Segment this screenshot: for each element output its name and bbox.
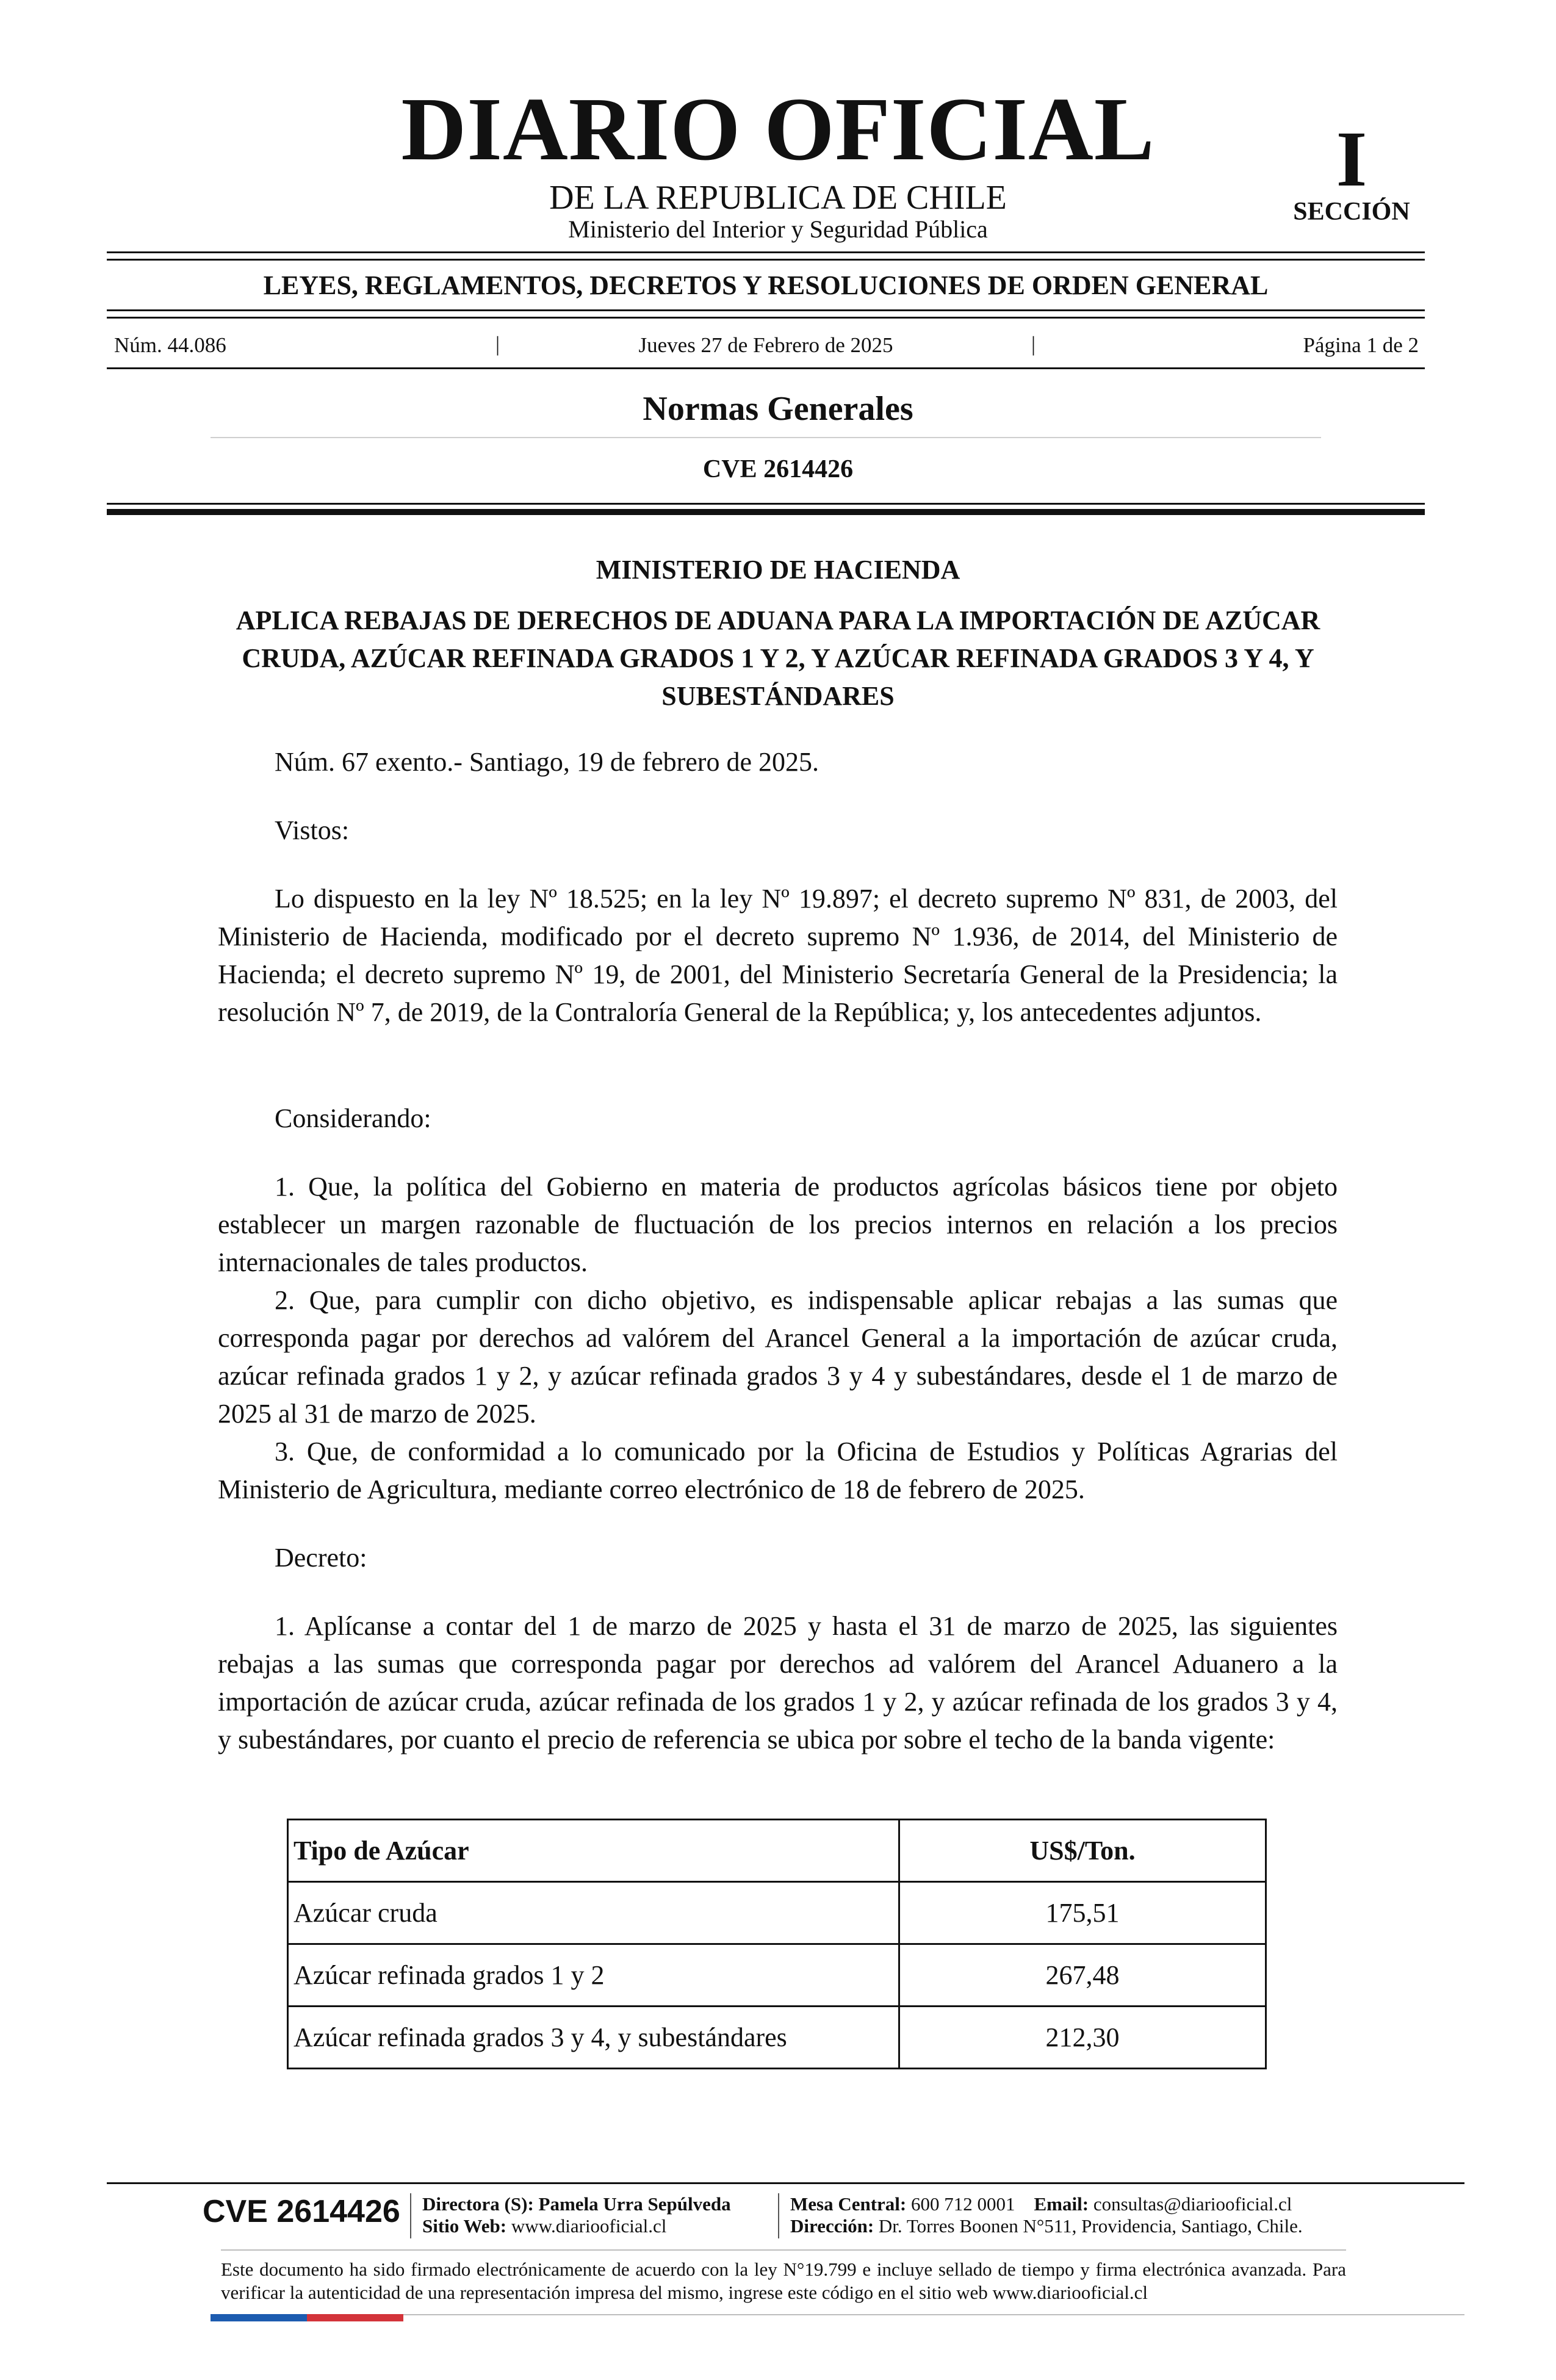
masthead-ministry: Ministerio del Interior y Seguridad Pública xyxy=(568,215,988,243)
decree-number-line: Núm. 67 exento.- Santiago, 19 de febrero de 2025. xyxy=(275,747,819,777)
flag-stripe-blue xyxy=(211,2314,307,2321)
issue-number: Núm. 44.086 xyxy=(114,333,226,357)
table-cell: 175,51 xyxy=(899,1882,1266,1944)
flag-stripe-red xyxy=(307,2314,403,2321)
footer-cve: CVE 2614426 xyxy=(203,2194,400,2229)
footer-contact xyxy=(790,2193,1303,2237)
vistos-label: Vistos: xyxy=(275,815,350,845)
section-numeral: I xyxy=(1336,115,1367,203)
divider xyxy=(107,317,1425,319)
vistos-text: Lo dispuesto en la ley Nº 18.525; en la ley Nº 19.897; el decreto supremo Nº 831, de 2003, del Ministerio de Hacienda, modificado por el decreto supremo Nº 1.936, de 2014, del Ministerio de Hacienda; el decreto supremo Nº 19, de 2001, del Ministerio Secretaría General de la Presidencia; la resolución Nº 7, de 2019, de la Contraloría General de la República; y, los antecedentes adjuntos. xyxy=(218,884,1338,1027)
address-value: Dr. Torres Boonen N°511, Providencia, Santiago, Chile. xyxy=(878,2215,1303,2237)
divider xyxy=(107,367,1425,369)
divider xyxy=(107,259,1425,261)
table-cell: Azúcar refinada grados 1 y 2 xyxy=(288,1944,899,2007)
director-label: Directora (S): xyxy=(422,2193,534,2215)
decree-ministry: MINISTERIO DE HACIENDA xyxy=(596,555,960,585)
table-header-cell: Tipo de Azúcar xyxy=(288,1820,899,1882)
table-row xyxy=(288,1882,1266,1944)
table-header-row xyxy=(288,1820,1266,1882)
table-row xyxy=(288,2007,1266,2069)
considerando-list xyxy=(218,1168,1338,1509)
divider xyxy=(107,509,1425,515)
laws-banner: LEYES, REGLAMENTOS, DECRETOS Y RESOLUCIONES DE ORDEN GENERAL xyxy=(263,270,1269,300)
table-cell: Azúcar cruda xyxy=(288,1882,899,1944)
table-row xyxy=(288,1944,1266,2007)
decreto-label: Decreto: xyxy=(275,1543,367,1573)
footer-divider xyxy=(221,2249,1346,2251)
masthead-title: DIARIO OFICIAL xyxy=(401,79,1155,179)
section-label: SECCIÓN xyxy=(1293,198,1410,226)
director-value: Pamela Urra Sepúlveda xyxy=(538,2193,731,2215)
divider xyxy=(107,251,1425,253)
divider xyxy=(107,503,1425,505)
issue-page: Página 1 de 2 xyxy=(1303,333,1419,357)
section-name: Normas Generales xyxy=(643,390,913,428)
web-label: Sitio Web: xyxy=(422,2215,507,2237)
table-header-cell: US$/Ton. xyxy=(899,1820,1266,1882)
footer-separator xyxy=(778,2193,779,2238)
considerando-label: Considerando: xyxy=(275,1103,431,1133)
sugar-rebate-table xyxy=(287,1819,1267,2069)
phone-label: Mesa Central: xyxy=(790,2193,907,2215)
phone-value: 600 712 0001 xyxy=(911,2193,1015,2215)
web-link[interactable]: www.diariooficial.cl xyxy=(511,2215,667,2237)
issue-separator: | xyxy=(1031,332,1036,356)
considerando-item: 1. Que, la política del Gobierno en materia de productos agrícolas básicos tiene por objeto establecer un margen razonable de fluctuación de los precios internos en relación a los precios internacionales de tales productos. xyxy=(218,1172,1338,1277)
divider xyxy=(107,309,1425,311)
email-link[interactable]: consultas@diariooficial.cl xyxy=(1093,2193,1292,2215)
footer-director xyxy=(422,2193,731,2237)
decreto-text: 1. Aplícanse a contar del 1 de marzo de 2025 y hasta el 31 de marzo de 2025, las siguientes rebajas a las sumas que corresponda pagar por derechos ad valórem del Arancel Aduanero a la importación de azúcar cruda, azúcar refinada de los grados 1 y 2, y azúcar refinada de los grados 3 y 4, y subestándares, por cuanto el precio de referencia se ubica por sobre el techo de la banda vigente: xyxy=(218,1611,1338,1754)
issue-separator: | xyxy=(495,332,500,356)
footer-divider xyxy=(107,2182,1464,2184)
email-label: Email: xyxy=(1034,2193,1089,2215)
footer-separator xyxy=(410,2193,411,2238)
masthead-subtitle: DE LA REPUBLICA DE CHILE xyxy=(549,179,1007,217)
section-cve: CVE 2614426 xyxy=(702,455,854,483)
table-cell: 212,30 xyxy=(899,2007,1266,2069)
address-label: Dirección: xyxy=(790,2215,874,2237)
divider xyxy=(211,437,1321,438)
issue-date: Jueves 27 de Febrero de 2025 xyxy=(638,333,893,357)
decree-title: APLICA REBAJAS DE DERECHOS DE ADUANA PARA LA IMPORTACIÓN DE AZÚCAR CRUDA, AZÚCAR REFINADA GRADOS 1 Y 2, Y AZÚCAR REFINADA GRADOS 3 Y 4, Y SUBESTÁNDARES xyxy=(236,605,1320,711)
considerando-item: 3. Que, de conformidad a lo comunicado por la Oficina de Estudios y Políticas Agrarias del Ministerio de Agricultura, mediante correo electrónico de 18 de febrero de 2025. xyxy=(218,1437,1338,1504)
considerando-item: 2. Que, para cumplir con dicho objetivo, es indispensable aplicar rebajas a las sumas que corresponda pagar por derechos ad valórem del Arancel General a la importación de azúcar cruda, azúcar refinada grados 1 y 2, y azúcar refinada grados 3 y 4 y subestándares, desde el 1 de marzo de 2025 al 31 de marzo de 2025. xyxy=(218,1285,1338,1429)
footer-notice: Este documento ha sido firmado electrónicamente de acuerdo con la ley N°19.799 e incluye sellado de tiempo y firma electrónica avanzada. Para verificar la autenticidad de una representación impresa del mismo, ingrese este código en el sitio web www.diariooficial.cl xyxy=(221,2259,1346,2303)
table-cell: 267,48 xyxy=(899,1944,1266,2007)
table-cell: Azúcar refinada grados 3 y 4, y subestándares xyxy=(288,2007,899,2069)
